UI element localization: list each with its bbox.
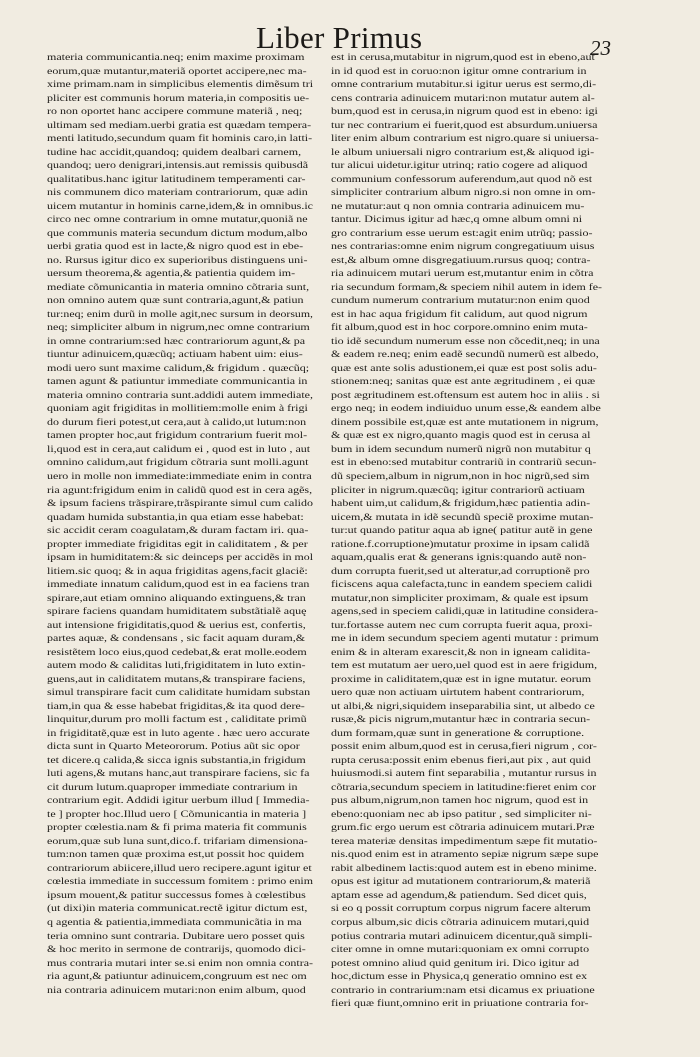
text-line: contrarium egit. Addidi igitur uerbum illud [ Immedia- <box>47 795 310 807</box>
text-line: ne mutatur:aut q non omnia contraria adinuicem mu- <box>331 200 585 212</box>
text-line: nes contrarias:omne enim nigrum congregatiuum uisus <box>331 241 595 253</box>
text-line: nis.quod enim est in atramento sepiæ nigrum sæpe supe <box>331 849 599 861</box>
text-line: & quæ est ex nigro,quanto magis quod est in cerusa al <box>331 430 591 442</box>
text-line: mutatur,non simpliciter proximam, & quale est ipsum <box>331 592 589 604</box>
text-line: uicem mutantur in hominis carne,idem,& in omnibus.ic <box>47 200 313 212</box>
text-line: tur:neq; enim durũ in molle agit,nec sursum in deorsum, <box>47 308 313 320</box>
text-line: partes aquæ, & condensans , sic facit aquam duram,& <box>47 633 306 645</box>
running-title: Liber Primus <box>256 20 423 55</box>
text-line: xime primam.nam in simplicibus elementis dimẽsum tri <box>47 79 313 91</box>
text-line: opus est igitur ad mutationem contrariorum,& materiã <box>331 876 591 888</box>
text-line: propter immediate frigiditas egit in caliditatem , & per <box>47 538 308 550</box>
text-line: qualitatibus.hanc igitur latitudinem temperamenti car- <box>47 173 306 185</box>
text-line: cõtraria,secundum speciem in latitudine:fieret enim cor <box>331 781 597 793</box>
text-line: luti agens,& mutans hanc,aut transpirare faciens, sic fa <box>47 768 310 780</box>
text-line: mus contraria mutari inter se.si enim non omnia contra- <box>47 957 313 969</box>
text-line: mediate cõmunicantia in materia omnino cõtraria sunt, <box>47 281 310 293</box>
text-line: post ægritudinem est.oftensum est autem hoc in aliis . si <box>331 389 600 401</box>
text-line: fieri quæ fiunt,omnino erit in priuatione contraria for- <box>331 998 589 1010</box>
text-line: pliciter in nigrum.quæcũq; igitur contrariorũ actiuam <box>331 484 585 496</box>
text-line: tum:non tamen quæ proxima est,ut possit hoc quidem <box>47 849 305 861</box>
text-line: ria agunt:frigidum enim in calidũ quod est in cera agẽs, <box>47 484 313 496</box>
text-line: que communis materia secundum dictum modum,albo <box>47 227 308 239</box>
text-line: dũ speciem,album in nigrum,non in hoc nigrũ,sed sim <box>331 470 590 482</box>
text-line: simul transpirare facit cum caliditate humidam substan <box>47 687 311 699</box>
text-line: ebeno:quoniam nec ab ipso patitur , sed simpliciter ni- <box>331 808 592 820</box>
text-line: grum.fic ergo uerum est cõtraria adinuicem mutari.Præ <box>331 822 595 834</box>
text-line: resistẽtem loco eius,quod cedebat,& erat molle.eodem <box>47 646 307 658</box>
text-line: liter enim album contrarium est nigro.quare si uniuersa- <box>331 133 599 145</box>
text-line: litiem.sic quoq; & in aqua frigiditas agens,facit glaciẽ: <box>47 565 308 577</box>
text-line: ro non oportet hanc accipere commune materiã , neq; <box>47 106 303 118</box>
text-line: quadam humida substantia,in qua etiam esse habebat: <box>47 511 304 523</box>
text-line: uerbi gratia quod est in lacte,& nigro quod est in ebe- <box>47 241 304 253</box>
text-line: dum corrupta fuerit,sed ut alteratur,ad corruptionẽ pro <box>331 565 590 577</box>
text-line: tudine hac accidit,quandoq; quidem dealbari carnem, <box>47 146 302 158</box>
text-line: ergo neq; in eodem indiuiduo unum esse,& eandem albe <box>331 403 601 415</box>
text-line: quoniam agit frigiditas in mollitiem:molle enim à frigi <box>47 403 308 415</box>
text-line: rusæ,& picis nigrum,mutantur hæc in contraria secun- <box>331 714 591 726</box>
text-line: est in cerusa,mutabitur in nigrum,quod est in ebeno,aut <box>331 52 595 63</box>
text-line: sic accidit ceram coagulatam,& duram factam iri. qua- <box>47 525 309 537</box>
text-line: in frigiditatẽ,quæ est in luto agente . hæc uero accurate <box>47 727 310 739</box>
text-line: neq; simpliciter album in nigrum,nec omne contrarium <box>47 322 310 334</box>
text-line: ficiscens aqua calefacta,tunc in eandem speciem calidi <box>331 579 593 591</box>
text-line: cit durum lutum.quaproper immediate contrarium in <box>47 781 298 793</box>
text-line: ratione.f.corruptione)mutatur proxime in ipsam calidã <box>331 538 590 550</box>
text-line: ipsum mouent,& patitur successus fomes à cœlestibus <box>47 889 306 901</box>
text-line: si eo q possit corruptum corpus nigrum facere alterum <box>331 903 591 915</box>
text-line: stionem:neq; sanitas quæ est ante ægritudinem , ei quæ <box>331 376 596 388</box>
text-line: cœlestia immediate in successum fomitem : primo enim <box>47 876 313 888</box>
text-line: bum in idem secundum numerũ nigrũ non mutabitur q <box>331 443 591 455</box>
text-line: quæ est ante solis adustionem,ei quæ est post solis adu- <box>331 362 597 374</box>
text-line: tiuntur adinuicem,quæcũq; actiuam habent uim: eius- <box>47 349 303 361</box>
text-line: possit enim album,quod est in cerusa,fieri nigrum , cor- <box>331 741 597 753</box>
text-line: tantur. Dicimus igitur ad hæc,q omne album omni ni <box>331 214 583 226</box>
text-line: guens,aut in caliditatem mutans,& transpirare faciens, <box>47 673 306 685</box>
text-line: contrariorum abiicere,illud uero recipere.agunt igitur et <box>47 862 312 874</box>
page-number: 23 <box>590 36 611 60</box>
text-line: & hoc merito in sermone de contrarijs, quomodo dici- <box>47 944 306 956</box>
text-line: & eadem re.neq; enim eadẽ secundũ numerũ est albedo, <box>331 349 599 361</box>
text-line: autem modo & caliditas luti,frigiditatem in luto extin- <box>47 660 306 672</box>
text-line: est,& album omne disgregatiuum.rursus quoq; contra- <box>331 254 591 266</box>
text-line: do durum fieri potest,ut cera,aut à calido,ut lutum:non <box>47 416 307 428</box>
text-line: rabit albedinem lactis:quod autem est in ebeno minime. <box>331 862 597 874</box>
text-line: gro contrarium esse uerum est:agit enim utrũq; passio- <box>331 227 593 239</box>
text-line: potest omnino aliud quid genitum iri. Dico igitur ad <box>331 957 580 969</box>
text-line: te ] propter hoc.Illud uero [ Cõmunicantia in materia ] <box>47 808 307 820</box>
text-line: hoc,dictum esse in Physica,q generatio omnino est ex <box>331 971 588 983</box>
text-line: ipsam in humiditatem:& sic deinceps per accidẽs in mol <box>47 552 313 564</box>
text-line: habent uim,ut calidum,& frigidum,hæc patientia adin- <box>331 498 591 510</box>
text-line: ria secundum formam,& speciem nihil autem in idem fe- <box>331 281 602 293</box>
text-line: linquitur,durum pro molli factum est , caliditate primũ <box>47 714 307 726</box>
text-line: q agentia & patientia,immediata communicãtia in ma <box>47 917 302 928</box>
text-line: uicem,& mutata in idẽ secundũ speciẽ proxime mutan- <box>331 511 594 523</box>
text-line: citer omne in omne mutari:quoniam ex omni corrupto <box>331 944 590 956</box>
text-line: in id quod est in coruo:non igitur omne contrarium in <box>331 65 587 77</box>
text-line: omnino calidum,aut frigidum cõtraria sunt molli.agunt <box>47 457 309 469</box>
text-line: dinem possibile est,quæ est ante mutationem in nigrum, <box>331 416 599 428</box>
text-line: aut intensione frigiditatis,quod & uerius est, confertis, <box>47 619 306 631</box>
text-line: immediate innatum calidum,quod est in ea faciens tran <box>47 579 310 591</box>
text-line: ultimam sed mediam.uerbi gratia est quædam tempera- <box>47 119 312 131</box>
text-line: fit album,quod est in hoc corpore.omnino enim muta- <box>331 322 588 334</box>
text-line: cundum numerum contrarium mutatur:non enim quod <box>331 295 590 307</box>
text-line: propter cœlestia.nam & fi prima materia fit communis <box>47 822 307 834</box>
text-line: uero quæ non actiuam uirtutem habent contrariorum, <box>331 687 585 699</box>
text-line: circo nec omne contrarium in omne mutatur,quoniã ne <box>47 214 308 226</box>
text-line: potius contraria mutari adinuicem dicentur,quã simpli- <box>331 930 593 942</box>
text-column-right <box>331 51 602 1011</box>
text-line: aquam,qualis erat & generans ignis:quando autẽ non- <box>331 552 587 564</box>
text-line: non omnino autem quæ sunt contraria,agunt,& patiun <box>47 295 304 307</box>
text-line: terea materiæ densitas impedimentum sæpe fit mutatio- <box>331 835 598 847</box>
text-line: le album uniuersali nigro contrarium est,& aliquod igi- <box>331 146 595 158</box>
text-line: pliciter est communis horum materia,in compositis ue- <box>47 92 310 104</box>
text-line: corpus album,sic dicis cõtraria adinuicem mutari,quid <box>331 917 590 928</box>
text-line: & ipsum faciens trãspirare,trãspirante simul cum calido <box>47 498 313 510</box>
text-line: uersum theorema,& agentia,& patientia quidem im- <box>47 268 296 280</box>
text-line: tem est mutatum aer uero,uel quod est in aere frigidum, <box>331 660 598 672</box>
text-line: bum,quod est in cerusa,in nigrum quod est in ebeno: igi <box>331 106 598 118</box>
text-line: huiusmodi.si autem fint separabilia , mutantur rursus in <box>331 768 597 780</box>
text-line: nia contraria adinuicem mutari:non enim album, quod <box>47 984 306 996</box>
text-line: tiam,in qua & esse habebat frigiditas,& ita quod dere- <box>47 700 305 712</box>
text-line: modi uero sunt maxime calidum,& frigidum . quæcũq; <box>47 362 310 374</box>
text-line: dum formam,quæ sunt in generatione & corruptione. <box>331 727 585 739</box>
text-line: pus album,nigrum,non tamen hoc nigrum, quod est in <box>331 795 589 807</box>
text-line: enim & in alteram exarescit,& non in igneam calidita- <box>331 646 591 658</box>
text-line: aptam esse ad agendum,& patiendum. Sed dicet quis, <box>331 889 587 901</box>
text-line: quandoq; uero denigrari,intensis.aut remissis quibusdã <box>47 160 309 172</box>
text-line: me in idem secundum speciem agenti mutatur : primum <box>331 633 599 645</box>
text-line: cens contraria adinuicem mutari:non mutatur autem al- <box>331 92 595 104</box>
text-line: eorum,quæ mutantur,materiã oportet accipere,nec ma- <box>47 65 307 77</box>
text-line: rupta cerusa:possit enim ebenus fieri,aut pix , aut quid <box>331 754 591 766</box>
text-line: omne contrarium mutabitur.si igitur uerus est sermo,di- <box>331 79 597 91</box>
text-line: teria omnino sunt contraria. Dubitare uero posset quis <box>47 930 305 942</box>
text-line: communium confessorum auferendum,aut quod nõ est <box>331 173 593 185</box>
text-line: (ut dixi)in materia communicat.rectẽ igitur dictum est, <box>47 903 308 915</box>
text-line: materia omnino contraria sunt.addidi autem immediate, <box>47 389 313 401</box>
text-line: li,quod est in cera,aut calidum ei , quod est in luto , aut <box>47 443 311 455</box>
text-line: proxime in caliditatem,quæ est in igne mutatur. eorum <box>331 673 592 685</box>
text-line: spirare faciens quandam humiditatem substãtialẽ aquę <box>47 606 307 618</box>
text-line: in omne contrarium:sed hæc contrariorum agunt,& pa <box>47 335 306 347</box>
text-line: tur.fortasse autem nec cum corrupta fuerit aqua, proxi- <box>331 619 593 631</box>
text-line: no. Rursus igitur dico ex superioribus distinguens uni- <box>47 254 308 266</box>
text-line: est in hac aqua frigidum fit calidum, aut quod nigrum <box>331 308 588 320</box>
text-line: eorum,quæ sub luna sunt,dico.f. trifariam dimensiona- <box>47 835 308 847</box>
text-line: tamen agunt & patiuntur immediate communicantia in <box>47 376 308 388</box>
text-line: est in ebeno:sed mutabitur contrariũ in contrariũ secun- <box>331 457 597 469</box>
text-line: tet dicere.q calida,& sicca ignis substantia,in frigidum <box>47 754 306 766</box>
text-line: dicta sunt in Quarto Meteororum. Potius aũt sic opor <box>47 741 300 753</box>
text-column-left <box>47 51 313 997</box>
text-line: spirare,aut etiam omnino aliquando extinguens,& tran <box>47 592 306 604</box>
text-line: nis communem dico materiam contrariorum, quæ adin <box>47 187 308 199</box>
text-line: ria agunt,& patiuntur adinuicem,congruum est nec om <box>47 971 307 983</box>
text-line: ut albi,& nigri,siquidem inseparabilia sint, ut albedo ce <box>331 700 595 712</box>
text-line: uero in molle non immediate:immediate enim in contra <box>47 470 312 482</box>
text-line: tio idẽ secundum numerum esse non cõcedit,neq; in una <box>331 335 600 347</box>
text-line: tamen propter hoc,aut frigidum contrarium fuerit mol- <box>47 430 308 442</box>
text-line: materia communicantia.neq; enim maxime proximam <box>47 52 305 63</box>
text-line: simpliciter contrarium album nigro.si non omne in om- <box>331 187 596 199</box>
text-line: tur alicui uidetur.igitur utrinq; ratio cogere ad aliquod <box>331 160 588 172</box>
text-line: agens,sed in speciem calidi,quæ in latitudine considera- <box>331 606 599 618</box>
text-line: ria adinuicem mutari uerum est,mutantur enim in cõtra <box>331 268 594 280</box>
text-line: tur nec contrarium ei fuerit,quod est absurdum.uniuersa <box>331 119 598 131</box>
text-line: tur:ut quando patitur aqua ab igne( patitur autẽ in gene <box>331 525 593 537</box>
text-line: contrario in contrarium:nam etsi dicamus ex priuatione <box>331 984 595 996</box>
text-line: menti latitudo,secundum quam fit hominis caro,in latti- <box>47 133 313 145</box>
